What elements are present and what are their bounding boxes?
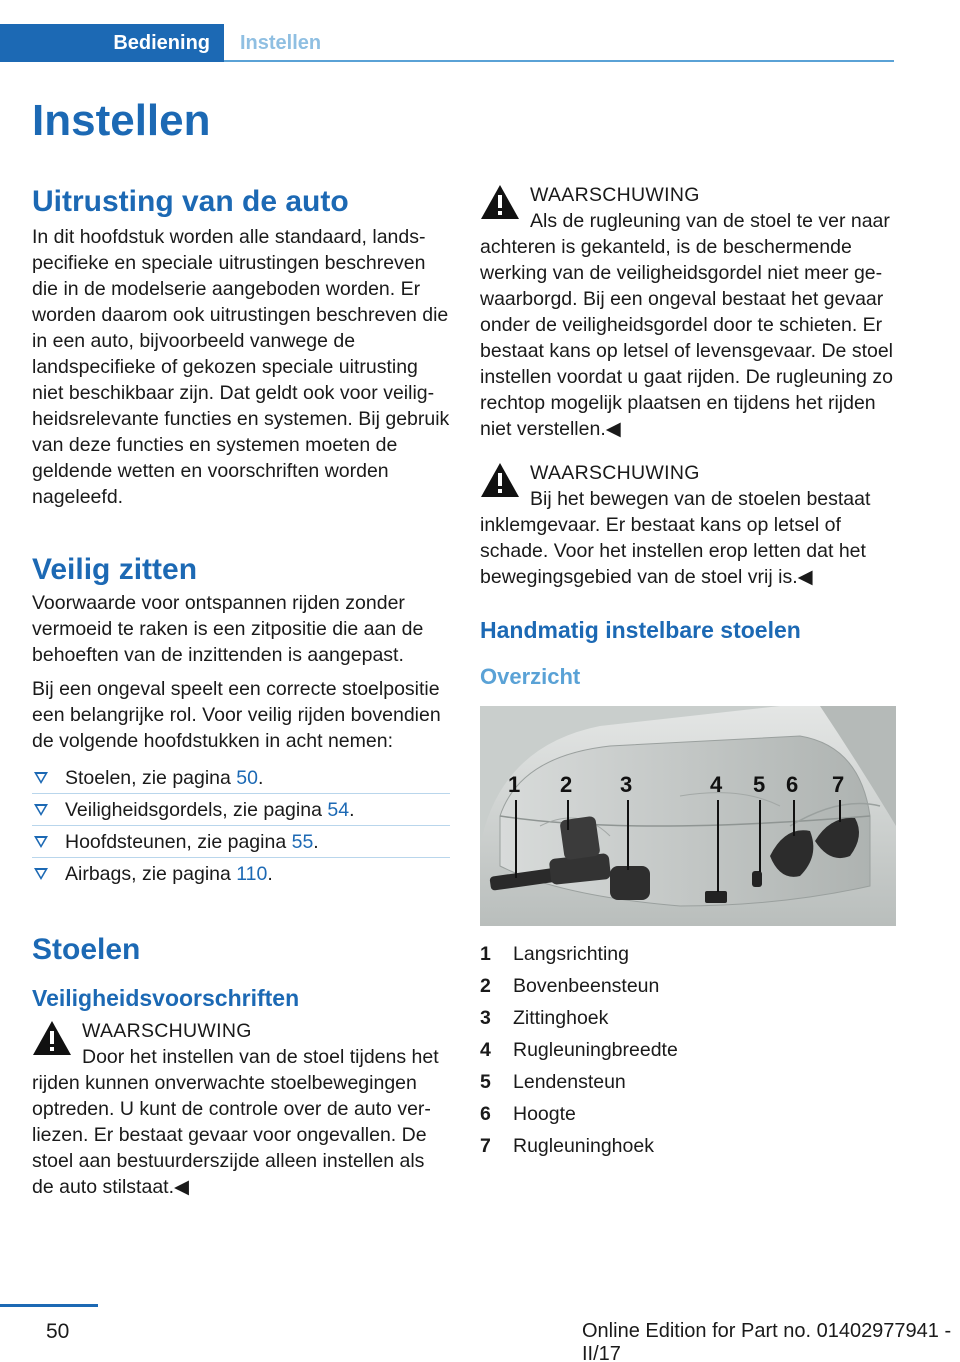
legend-label: Rugleuningbreedte: [513, 1039, 678, 1061]
tab-bediening-label: Bediening: [113, 31, 210, 54]
figure-label-1: 1: [508, 772, 521, 797]
list-item: [32, 762, 450, 794]
edition-note: Online Edition for Part no. 01402977941 - II/17: [582, 1320, 952, 1362]
list-item: [32, 826, 450, 858]
right-column: [480, 182, 896, 1162]
seat-illustration: [480, 706, 896, 926]
warning-first-line: Door het instellen van de stoel tijdens het: [82, 1046, 439, 1068]
list-item: [32, 794, 450, 826]
list-item-end: .: [267, 863, 273, 885]
figure-label-4: 4: [710, 772, 723, 797]
warning-triangle-icon: [32, 1020, 72, 1056]
veilig-zitten-paragraph-2: Bij een ongeval speelt een correcte stoelpositie een belangrijke rol. Voor veilig rijden bovendien de volgende hoofdstukken in acht nemen:: [32, 678, 441, 752]
warning-triangle-icon: [480, 462, 520, 498]
legend-label: Hoogte: [513, 1103, 576, 1125]
tab-instellen-label: Instellen: [240, 31, 322, 54]
legend-row: [480, 970, 896, 1002]
list-item-end: .: [313, 830, 319, 853]
subsection-title-handmatig: Handmatig instelbare stoelen: [480, 617, 801, 643]
warning-title: WAARSCHUWING: [530, 184, 700, 206]
warning-block-3: [480, 460, 896, 590]
legend-number: 4: [480, 1039, 491, 1061]
legend-row: [480, 1002, 896, 1034]
list-item-end: .: [349, 798, 355, 821]
warning-title: WAARSCHUWING: [530, 462, 700, 484]
top-tab-bar: [0, 24, 894, 62]
section-title-veilig-zitten: Veilig zitten: [32, 553, 198, 586]
section-title-stoelen: Stoelen: [32, 933, 141, 966]
leader-line: [717, 800, 719, 892]
bullet-triangle-icon: [34, 804, 48, 816]
legend-number: 2: [480, 975, 491, 997]
bullet-triangle-icon: [34, 772, 48, 784]
figure-label-3: 3: [620, 772, 633, 797]
legend-row: [480, 938, 896, 970]
legend-number: 5: [480, 1071, 491, 1093]
legend-number: 3: [480, 1007, 491, 1029]
warning-first-line: Als de rugleuning van de stoel te ver naar: [530, 210, 890, 232]
list-item: [32, 858, 450, 890]
legend-label: Bovenbeensteun: [513, 975, 660, 997]
page-link[interactable]: 55: [291, 830, 314, 853]
warning-text: rijden kunnen onverwachte stoelbewegingen optreden. U kunt de controle over de auto verliezen. Er bestaat gevaar voor ongevallen. De stoel aan bestuurderszijde alleen instellen als de auto stilstaat.◀: [32, 1072, 431, 1198]
page-link[interactable]: 54: [327, 798, 350, 821]
list-item-text: Stoelen, zie pagina: [65, 766, 231, 789]
bullet-triangle-icon: [34, 836, 48, 848]
figure-label-2: 2: [560, 772, 573, 797]
list-item-text: Airbags, zie pagina: [65, 863, 231, 885]
tab-instellen[interactable]: [224, 24, 344, 62]
legend-label: Lendensteun: [513, 1071, 626, 1093]
list-item-text: Veiligheidsgordels, zie pagina: [65, 798, 322, 821]
legend-label: Zittinghoek: [513, 1007, 609, 1029]
leader-line: [567, 800, 569, 830]
section-title-uitrusting: Uitrusting van de auto: [32, 185, 349, 218]
leader-line: [627, 800, 629, 870]
page-link[interactable]: 110: [236, 863, 268, 885]
subsection-title-veiligheidsvoorschriften: Veiligheidsvoorschriften: [32, 985, 300, 1011]
leader-line: [839, 800, 841, 822]
legend-number: 6: [480, 1103, 491, 1125]
warning-title: WAARSCHUWING: [82, 1020, 252, 1042]
legend-label: Langsrichting: [513, 943, 629, 965]
page-title: Instellen: [32, 96, 211, 145]
legend-number: 7: [480, 1135, 491, 1157]
warning-first-line: Bij het bewegen van de stoelen bestaat: [530, 488, 871, 510]
leader-line: [793, 800, 795, 836]
tab-bediening[interactable]: [0, 24, 224, 62]
figure-label-7: 7: [832, 772, 845, 797]
figure-label-5: 5: [753, 772, 766, 797]
leader-line: [515, 800, 517, 878]
left-column: [32, 182, 450, 1200]
warning-triangle-icon: [480, 184, 520, 220]
veilig-zitten-paragraph-1: Voorwaarde voor ontspannen rijden zonder vermoeid te raken is een zitpositie die aan de behoeften van de inzittenden is aangepast.: [32, 592, 424, 666]
warning-block-1: [32, 1018, 450, 1200]
list-item-text: Hoofdsteunen, zie pagina: [65, 830, 287, 853]
page-number: 50: [46, 1320, 70, 1343]
leader-line: [759, 800, 761, 872]
subsection-title-overzicht: Overzicht: [480, 664, 581, 689]
legend-row: [480, 1066, 896, 1098]
warning-text: inklemgevaar. Er bestaat kans op letsel of schade. Voor het instellen erop letten dat het bewegingsgebied van de stoel vrij is.◀: [480, 514, 866, 588]
list-item-end: .: [258, 766, 264, 789]
page-link[interactable]: 50: [236, 766, 258, 789]
footer-rule: [0, 1304, 98, 1307]
figure-label-6: 6: [786, 772, 799, 797]
legend-row: [480, 1034, 896, 1066]
section-body-uitrusting: In dit hoofdstuk worden alle standaard, landspecifieke en speciale uitrustingen beschreven die in de modelserie aangeboden worden. Er worden daarom ook uitrustingen beschreven die in een auto, bijvoorbeeld vanwege de landspecifieke of gekozen speciale uitrusting niet beschikbaar zijn. Dat geldt ook voor veiligheidsrelevante functies en systemen. Bij gebruik van deze functies en systemen moeten de geldende wetten en voorschriften worden nageleefd.: [32, 226, 450, 508]
legend-row: [480, 1130, 896, 1162]
chapter-link-list: [32, 762, 450, 890]
seat-controls-figure: [480, 706, 896, 926]
bullet-triangle-icon: [34, 868, 48, 880]
warning-text: achteren is gekanteld, is de beschermende werking van de veiligheidsgordel niet meer gewaarborgd. Bij een ongeval bestaat het gevaar onder de veiligheidsgordel door te schieten. Er bestaat kans op letsel of levensgevaar. De stoel instellen voordat u gaat rijden. De rugleuning zo rechtop mogelijk plaatsen en tijdens het rijden niet verstellen.◀: [480, 236, 894, 440]
legend-label: Rugleuninghoek: [513, 1135, 654, 1157]
legend-number: 1: [480, 943, 491, 965]
figure-legend: [480, 938, 896, 1162]
warning-block-2: [480, 182, 896, 442]
legend-row: [480, 1098, 896, 1130]
